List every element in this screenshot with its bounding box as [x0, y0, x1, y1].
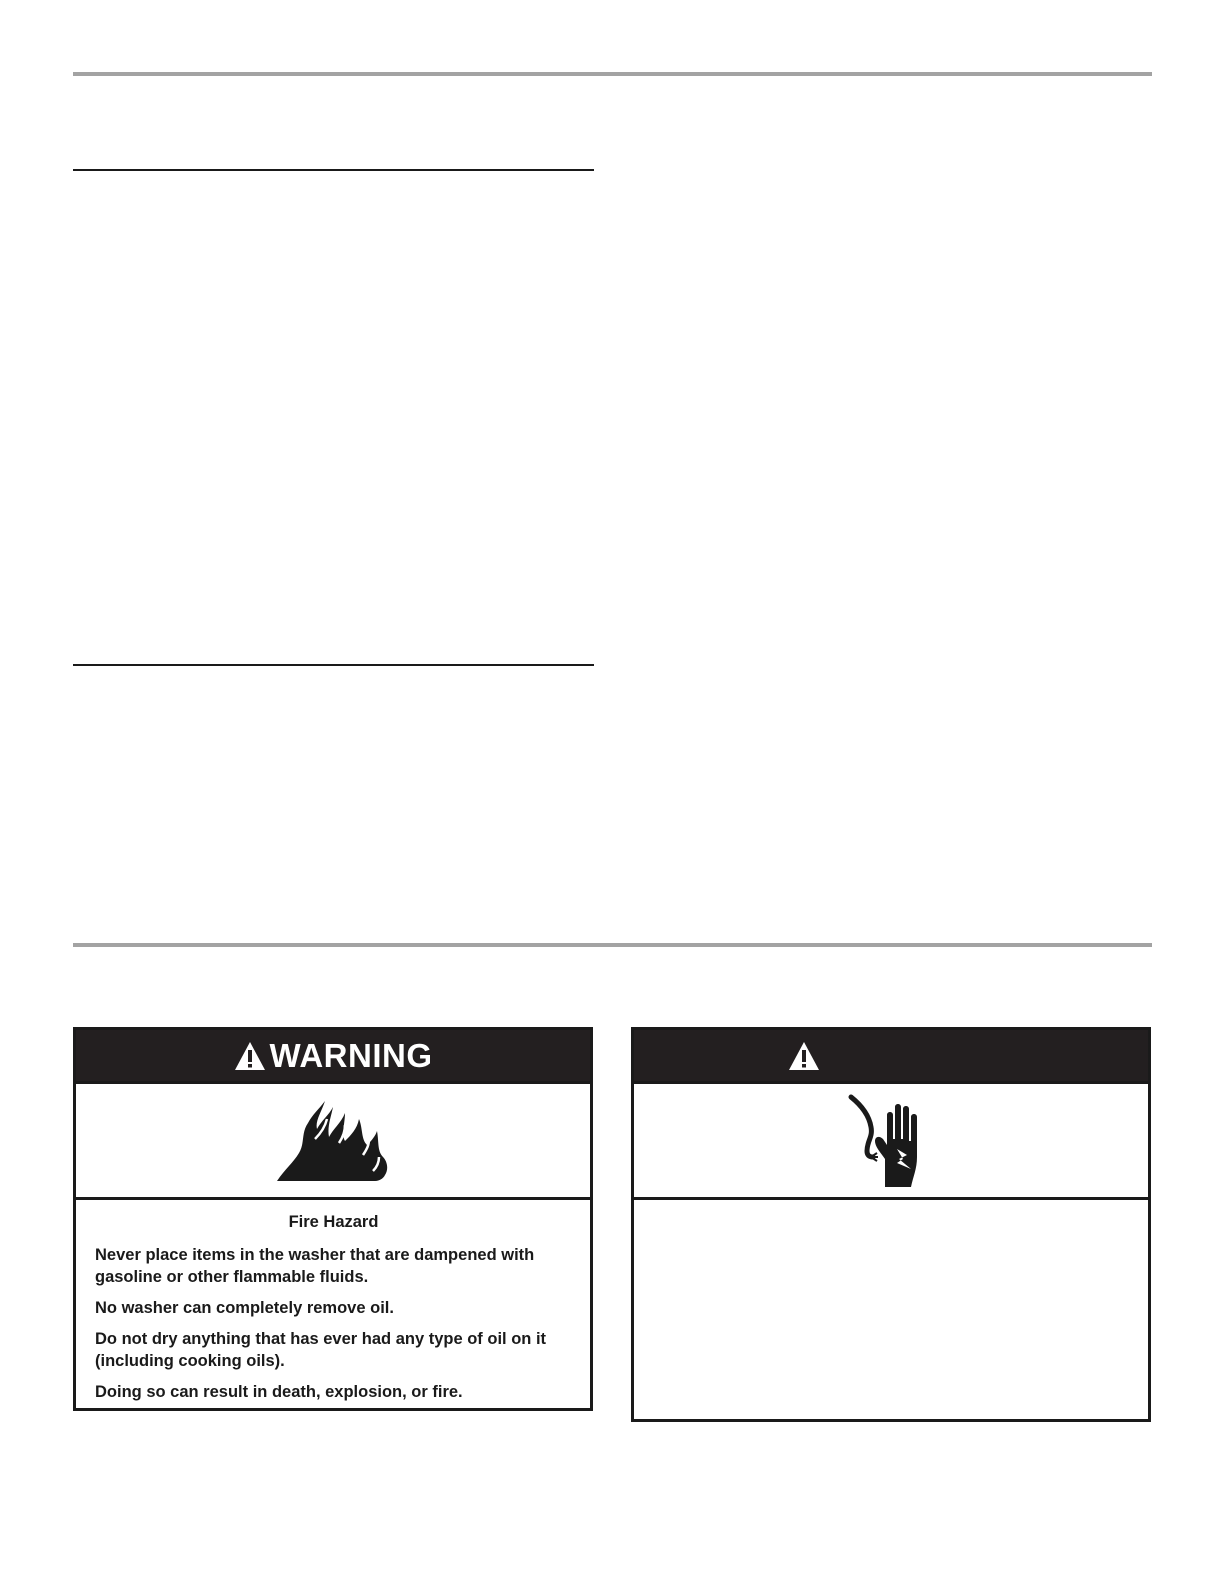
- warning-paragraph: Do not dry anything that has ever had any type of oil on it (including cooking oils).: [95, 1330, 547, 1370]
- warning-paragraph: Doing so can result in death, explosion, or fire.: [95, 1383, 463, 1401]
- fire-image-box: [76, 1081, 590, 1200]
- fire-icon: [275, 1099, 391, 1183]
- electrical-panel: [631, 1027, 1151, 1422]
- warning-paragraph: Never place items in the washer that are dampened with gasoline or other flammable fluids.: [95, 1246, 535, 1286]
- warning-header: [76, 1030, 590, 1081]
- middle-rule: [73, 943, 1152, 947]
- electrical-body: [634, 1200, 1148, 1419]
- warning-paragraph: No washer can completely remove oil.: [95, 1299, 394, 1317]
- section-rule-1: [73, 169, 594, 171]
- warning-body: [76, 1200, 590, 1408]
- hazard-title: Fire Hazard: [288, 1213, 379, 1231]
- alert-triangle-icon: [788, 1041, 820, 1071]
- section-rule-2: [73, 664, 594, 666]
- shock-image-box: [634, 1081, 1148, 1200]
- electrical-header: [634, 1030, 1148, 1081]
- alert-triangle-icon: [234, 1041, 266, 1071]
- warning-label: WARNING: [269, 1037, 433, 1074]
- electric-shock-hand-icon: [841, 1093, 941, 1189]
- warning-panel: [73, 1027, 593, 1411]
- top-rule: [73, 72, 1152, 76]
